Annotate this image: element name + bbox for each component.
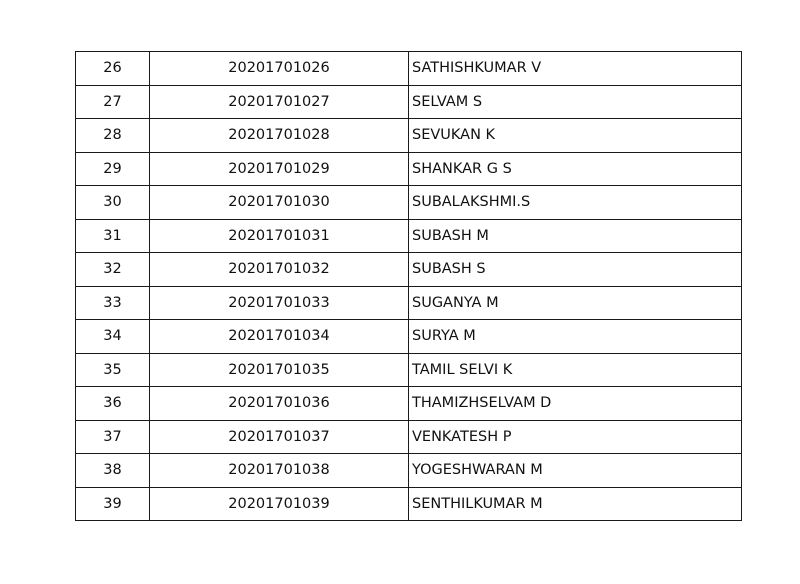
serial-number-cell: 37 — [76, 420, 150, 454]
serial-number-cell: 29 — [76, 152, 150, 186]
register-number-cell: 20201701026 — [150, 52, 409, 86]
student-name-cell: SURYA M — [409, 320, 742, 354]
serial-number-cell: 35 — [76, 353, 150, 387]
table-row — [76, 420, 742, 454]
student-name-cell: SHANKAR G S — [409, 152, 742, 186]
serial-number-cell: 39 — [76, 487, 150, 521]
register-number-cell: 20201701029 — [150, 152, 409, 186]
serial-number-cell: 36 — [76, 387, 150, 421]
student-name-cell: SUBALAKSHMI.S — [409, 186, 742, 220]
table-row — [76, 219, 742, 253]
table-row — [76, 52, 742, 86]
student-name-cell: SUBASH S — [409, 253, 742, 287]
register-number-cell: 20201701033 — [150, 286, 409, 320]
student-name-cell: YOGESHWARAN M — [409, 454, 742, 488]
student-name-cell: SENTHILKUMAR M — [409, 487, 742, 521]
serial-number-cell: 27 — [76, 85, 150, 119]
table-row — [76, 454, 742, 488]
table-row — [76, 320, 742, 354]
student-name-cell: VENKATESH P — [409, 420, 742, 454]
register-number-cell: 20201701038 — [150, 454, 409, 488]
serial-number-cell: 33 — [76, 286, 150, 320]
table-row — [76, 186, 742, 220]
student-name-cell: THAMIZHSELVAM D — [409, 387, 742, 421]
register-number-cell: 20201701036 — [150, 387, 409, 421]
register-number-cell: 20201701028 — [150, 119, 409, 153]
table-row — [76, 353, 742, 387]
student-name-cell: SUGANYA M — [409, 286, 742, 320]
register-number-cell: 20201701037 — [150, 420, 409, 454]
register-number-cell: 20201701030 — [150, 186, 409, 220]
table-row — [76, 286, 742, 320]
register-number-cell: 20201701034 — [150, 320, 409, 354]
table-row — [76, 253, 742, 287]
serial-number-cell: 28 — [76, 119, 150, 153]
register-number-cell: 20201701031 — [150, 219, 409, 253]
student-name-cell: SUBASH M — [409, 219, 742, 253]
register-number-cell: 20201701027 — [150, 85, 409, 119]
student-roster-table — [75, 51, 742, 521]
register-number-cell: 20201701032 — [150, 253, 409, 287]
table-row — [76, 152, 742, 186]
student-name-cell: SATHISHKUMAR V — [409, 52, 742, 86]
table-row — [76, 487, 742, 521]
table-row — [76, 85, 742, 119]
roster-body — [76, 52, 742, 521]
serial-number-cell: 34 — [76, 320, 150, 354]
student-name-cell: SEVUKAN K — [409, 119, 742, 153]
student-name-cell: TAMIL SELVI K — [409, 353, 742, 387]
serial-number-cell: 26 — [76, 52, 150, 86]
student-name-cell: SELVAM S — [409, 85, 742, 119]
serial-number-cell: 38 — [76, 454, 150, 488]
serial-number-cell: 31 — [76, 219, 150, 253]
serial-number-cell: 32 — [76, 253, 150, 287]
table-row — [76, 387, 742, 421]
register-number-cell: 20201701039 — [150, 487, 409, 521]
register-number-cell: 20201701035 — [150, 353, 409, 387]
serial-number-cell: 30 — [76, 186, 150, 220]
table-row — [76, 119, 742, 153]
